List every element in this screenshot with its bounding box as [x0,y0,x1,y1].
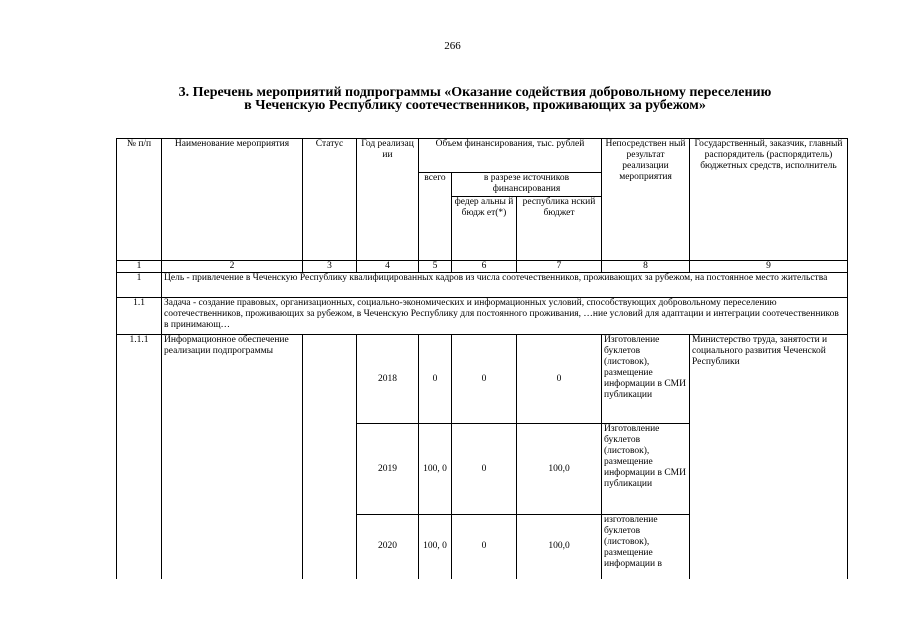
row-total: 0 [419,335,452,424]
col-number: 1 [117,261,162,273]
header-by-source: в разрезе источников финансирования [452,173,602,197]
row-result: Изготовление буклетов (листовок), размещение информации в СМИ публикации [602,335,690,424]
header-name: Наименование мероприятия [162,139,303,261]
row-federal: 0 [452,335,517,424]
header-customer: Государственный, заказчик, главный распорядитель (распорядитель) бюджетных средств, исполнитель [690,139,848,261]
col-number: 4 [357,261,419,273]
row-result: изготовление буклетов (листовок), размещение информации в [602,515,690,579]
col-number: 6 [452,261,517,273]
row-republic: 0 [517,335,602,424]
col-number: 5 [419,261,452,273]
task-text: Задача - создание правовых, организационных, социально-экономических и информационных условий, способствующих добровольному переселению соотечественников, проживающих за рубежом, в Чеченскую Республику для постоянного проживания, …ние условий для адаптации и интеграции соотечественников в принимающ… [162,298,848,335]
row-federal: 0 [452,515,517,579]
col-number: 3 [303,261,357,273]
activities-table [116,138,848,579]
col-number: 2 [162,261,303,273]
page-title [130,86,820,112]
row-year: 2018 [357,335,419,424]
header-year: Год реализац ии [357,139,419,261]
activity-num: 1.1.1 [117,335,162,579]
activity-status [303,335,357,579]
task-num: 1.1 [117,298,162,335]
activity-customer: Министерство труда, занятости и социального развития Чеченской Республики [690,335,848,579]
row-republic: 100,0 [517,515,602,579]
row-result: Изготовление буклетов (листовок), размещение информации в СМИ публикации [602,424,690,515]
header-federal: федер альны й бюдж ет(*) [452,197,517,261]
row-federal: 0 [452,424,517,515]
header-funding: Объем финансирования, тыс. рублей [419,139,602,173]
title-line-1: 3. Перечень мероприятий подпрограммы «Оказание содействия добровольному переселению [178,85,772,100]
row-year: 2019 [357,424,419,515]
goal-text: Цель - привлечение в Чеченскую Республику квалифицированных кадров из числа соотечественников, проживающих за рубежом, на постоянное место жительства [162,273,848,298]
title-line-2: в Чеченскую Республику соотечественников, проживающих за рубежом» [244,98,706,113]
row-total: 100, 0 [419,424,452,515]
header-total: всего [419,173,452,261]
header-num: № п/п [117,139,162,261]
goal-num: 1 [117,273,162,298]
col-number: 7 [517,261,602,273]
page-number: 266 [444,40,461,52]
col-number: 8 [602,261,690,273]
activity-name: Информационное обеспечение реализации подпрограммы [162,335,303,579]
row-republic: 100,0 [517,424,602,515]
header-result: Непосредствен ный результат реализации мероприятия [602,139,690,261]
col-number: 9 [690,261,848,273]
header-status: Статус [303,139,357,261]
header-republic: республика нский бюджет [517,197,602,261]
row-total: 100, 0 [419,515,452,579]
row-year: 2020 [357,515,419,579]
